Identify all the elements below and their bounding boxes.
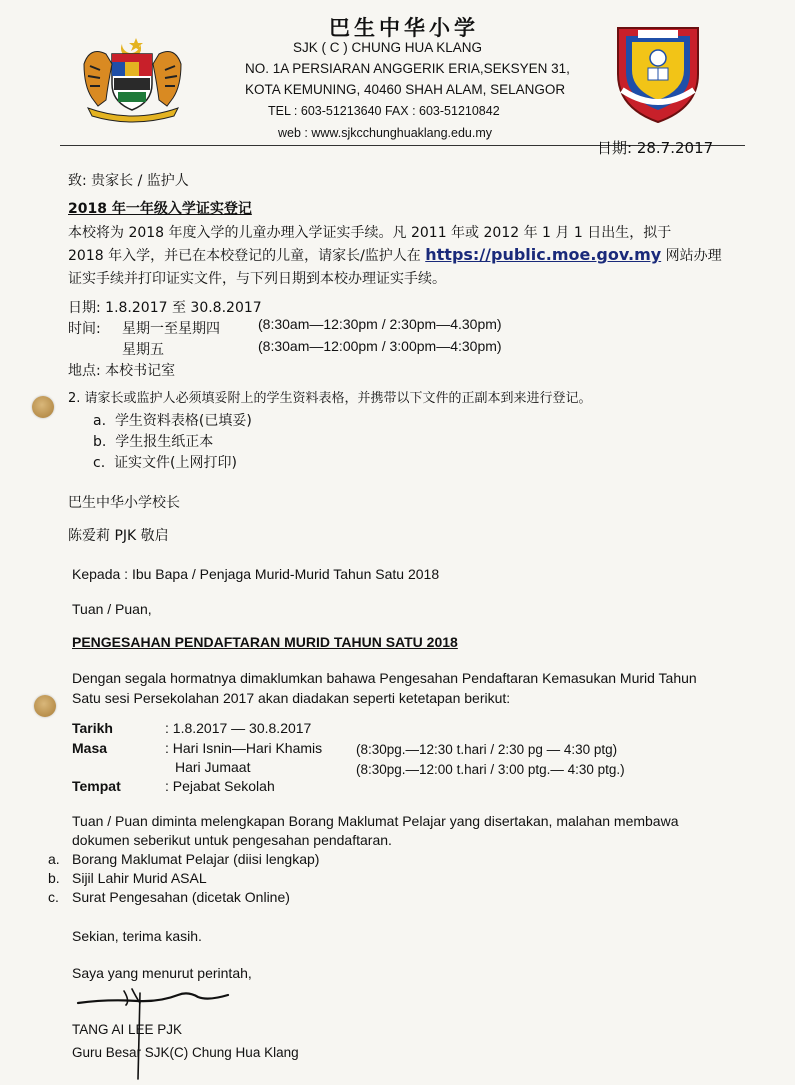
ms-paragraph2-line1: Tuan / Puan diminta melengkapan Borang Maklumat Pelajar yang disertakan, malahan membawa <box>72 813 679 829</box>
cn-paragraph-line3: 证实手续并打印证实文件，与下列日期到本校办理证实手续。 <box>68 271 446 287</box>
list-marker: a. <box>48 851 60 867</box>
ms-masa-days1: : Hari Isnin—Hari Khamis <box>165 740 323 756</box>
ms-title: PENGESAHAN PENDAFTARAN MURID TAHUN SATU 2018 <box>72 634 458 650</box>
school-phone-fax: TEL : 603-51213640 FAX : 603-51210842 <box>268 104 500 118</box>
list-text: Surat Pengesahan (dicetak Online) <box>72 889 290 905</box>
list-marker: b. <box>93 434 107 450</box>
cn-paragraph-line2-text: 2018 年入学，并已在本校登记的儿童，请家长/监护人在 <box>68 248 426 264</box>
punch-hole <box>34 695 56 717</box>
ms-tarikh-label: Tarikh <box>72 720 113 736</box>
cn-date-line: 日期: 1.8.2017 至 30.8.2017 <box>68 300 262 316</box>
list-text: 学生报生纸正本 <box>115 434 214 450</box>
ms-tuan: Tuan / Puan, <box>72 601 152 617</box>
cn-time-label: 时间: <box>68 321 101 337</box>
school-name-chinese: 巴生中华小学 <box>329 16 479 40</box>
school-crest-logo <box>608 20 708 128</box>
ms-masa-days2: Hari Jumaat <box>175 759 251 775</box>
moe-link[interactable]: https://public.moe.gov.my <box>425 245 662 264</box>
ms-paragraph1-line1: Dengan segala hormatnya dimaklumkan bahawa Pengesahan Pendaftaran Kemasukan Murid Tahun <box>72 670 697 686</box>
list-marker: a. <box>93 413 107 429</box>
ms-kepada: Kepada : Ibu Bapa / Penjaga Murid-Murid Tahun Satu 2018 <box>72 566 440 582</box>
punch-hole <box>32 396 54 418</box>
ms-list-item <box>48 870 207 886</box>
cn-list-item <box>93 431 213 451</box>
cn-paragraph-line2 <box>68 245 722 265</box>
ms-paragraph1-line2: Satu sesi Persekolahan 2017 akan diadakan seperti ketetapan berikut: <box>72 690 511 706</box>
ms-tempat-label: Tempat <box>72 778 121 794</box>
ms-tarikh-value: : 1.8.2017 — 30.8.2017 <box>165 720 312 736</box>
cn-list-item <box>93 452 237 472</box>
cn-paragraph-line1: 本校将为 2018 年度入学的儿童办理入学证实手续。凡 2011 年或 2012 年 1 月 1 日出生，拟于 <box>68 225 672 241</box>
cn-sign-name: 陈爱莉 PJK 敬启 <box>68 528 169 544</box>
cn-time-days1: 星期一至星期四 <box>122 321 220 337</box>
list-marker: b. <box>48 870 60 886</box>
list-text: Sijil Lahir Murid ASAL <box>72 870 207 886</box>
cn-paragraph-line2-tail: 网站办理 <box>661 248 722 264</box>
cn-time-days2: 星期五 <box>122 342 164 358</box>
ms-closing: Sekian, terima kasih. <box>72 928 202 944</box>
cn-place-line: 地点: 本校书记室 <box>68 363 176 379</box>
cn-time-hours1: (8:30am—12:30pm / 2:30pm—4.30pm) <box>258 316 502 332</box>
ms-sign-title: Guru Besar SJK(C) Chung Hua Klang <box>72 1045 299 1060</box>
ms-list-item <box>48 889 290 905</box>
cn-title: 2018 年一年级入学证实登记 <box>68 201 252 217</box>
ms-masa-hours2: (8:30pg.—12:00 t.hari / 3:00 ptg.— 4:30 ptg.) <box>356 762 625 777</box>
list-text: 证实文件(上网打印) <box>114 455 237 471</box>
list-marker: c. <box>93 455 106 471</box>
cn-sign-title: 巴生中华小学校长 <box>68 495 180 511</box>
school-website: web : www.sjkcchunghuaklang.edu.my <box>278 126 493 140</box>
ms-saya: Saya yang menurut perintah, <box>72 965 252 981</box>
ms-paragraph2-line2: dokumen seberikut untuk pengesahan pendaftaran. <box>72 832 392 848</box>
school-address-line2: KOTA KEMUNING, 40460 SHAH ALAM, SELANGOR <box>245 82 566 97</box>
list-text: 学生资料表格(已填妥) <box>114 413 252 429</box>
ms-sign-name: TANG AI LEE PJK <box>72 1022 183 1037</box>
ms-masa-label: Masa <box>72 740 108 756</box>
ms-tempat-value: : Pejabat Sekolah <box>165 778 275 794</box>
list-text: Borang Maklumat Pelajar (diisi lengkap) <box>72 851 320 867</box>
ms-list-item <box>48 851 319 867</box>
letter-date: 日期: 28.7.2017 <box>597 139 714 157</box>
cn-time-hours2: (8:30am—12:00pm / 3:00pm—4:30pm) <box>258 338 502 354</box>
cn-item2: 2. 请家长或监护人必须填妥附上的学生资料表格，并携带以下文件的正副本到来进行登记。 <box>68 391 592 406</box>
cn-salutation: 致: 贵家长 / 监护人 <box>68 173 189 189</box>
list-marker: c. <box>48 889 59 905</box>
school-address-line1: NO. 1A PERSIARAN ANGGERIK ERIA,SEKSYEN 31, <box>245 61 570 76</box>
school-name-english: SJK ( C ) CHUNG HUA KLANG <box>293 40 483 55</box>
cn-list-item <box>93 410 252 430</box>
ms-masa-hours1: (8:30pg.—12:30 t.hari / 2:30 pg — 4:30 ptg) <box>356 742 618 757</box>
coat-of-arms-logo <box>70 34 195 124</box>
